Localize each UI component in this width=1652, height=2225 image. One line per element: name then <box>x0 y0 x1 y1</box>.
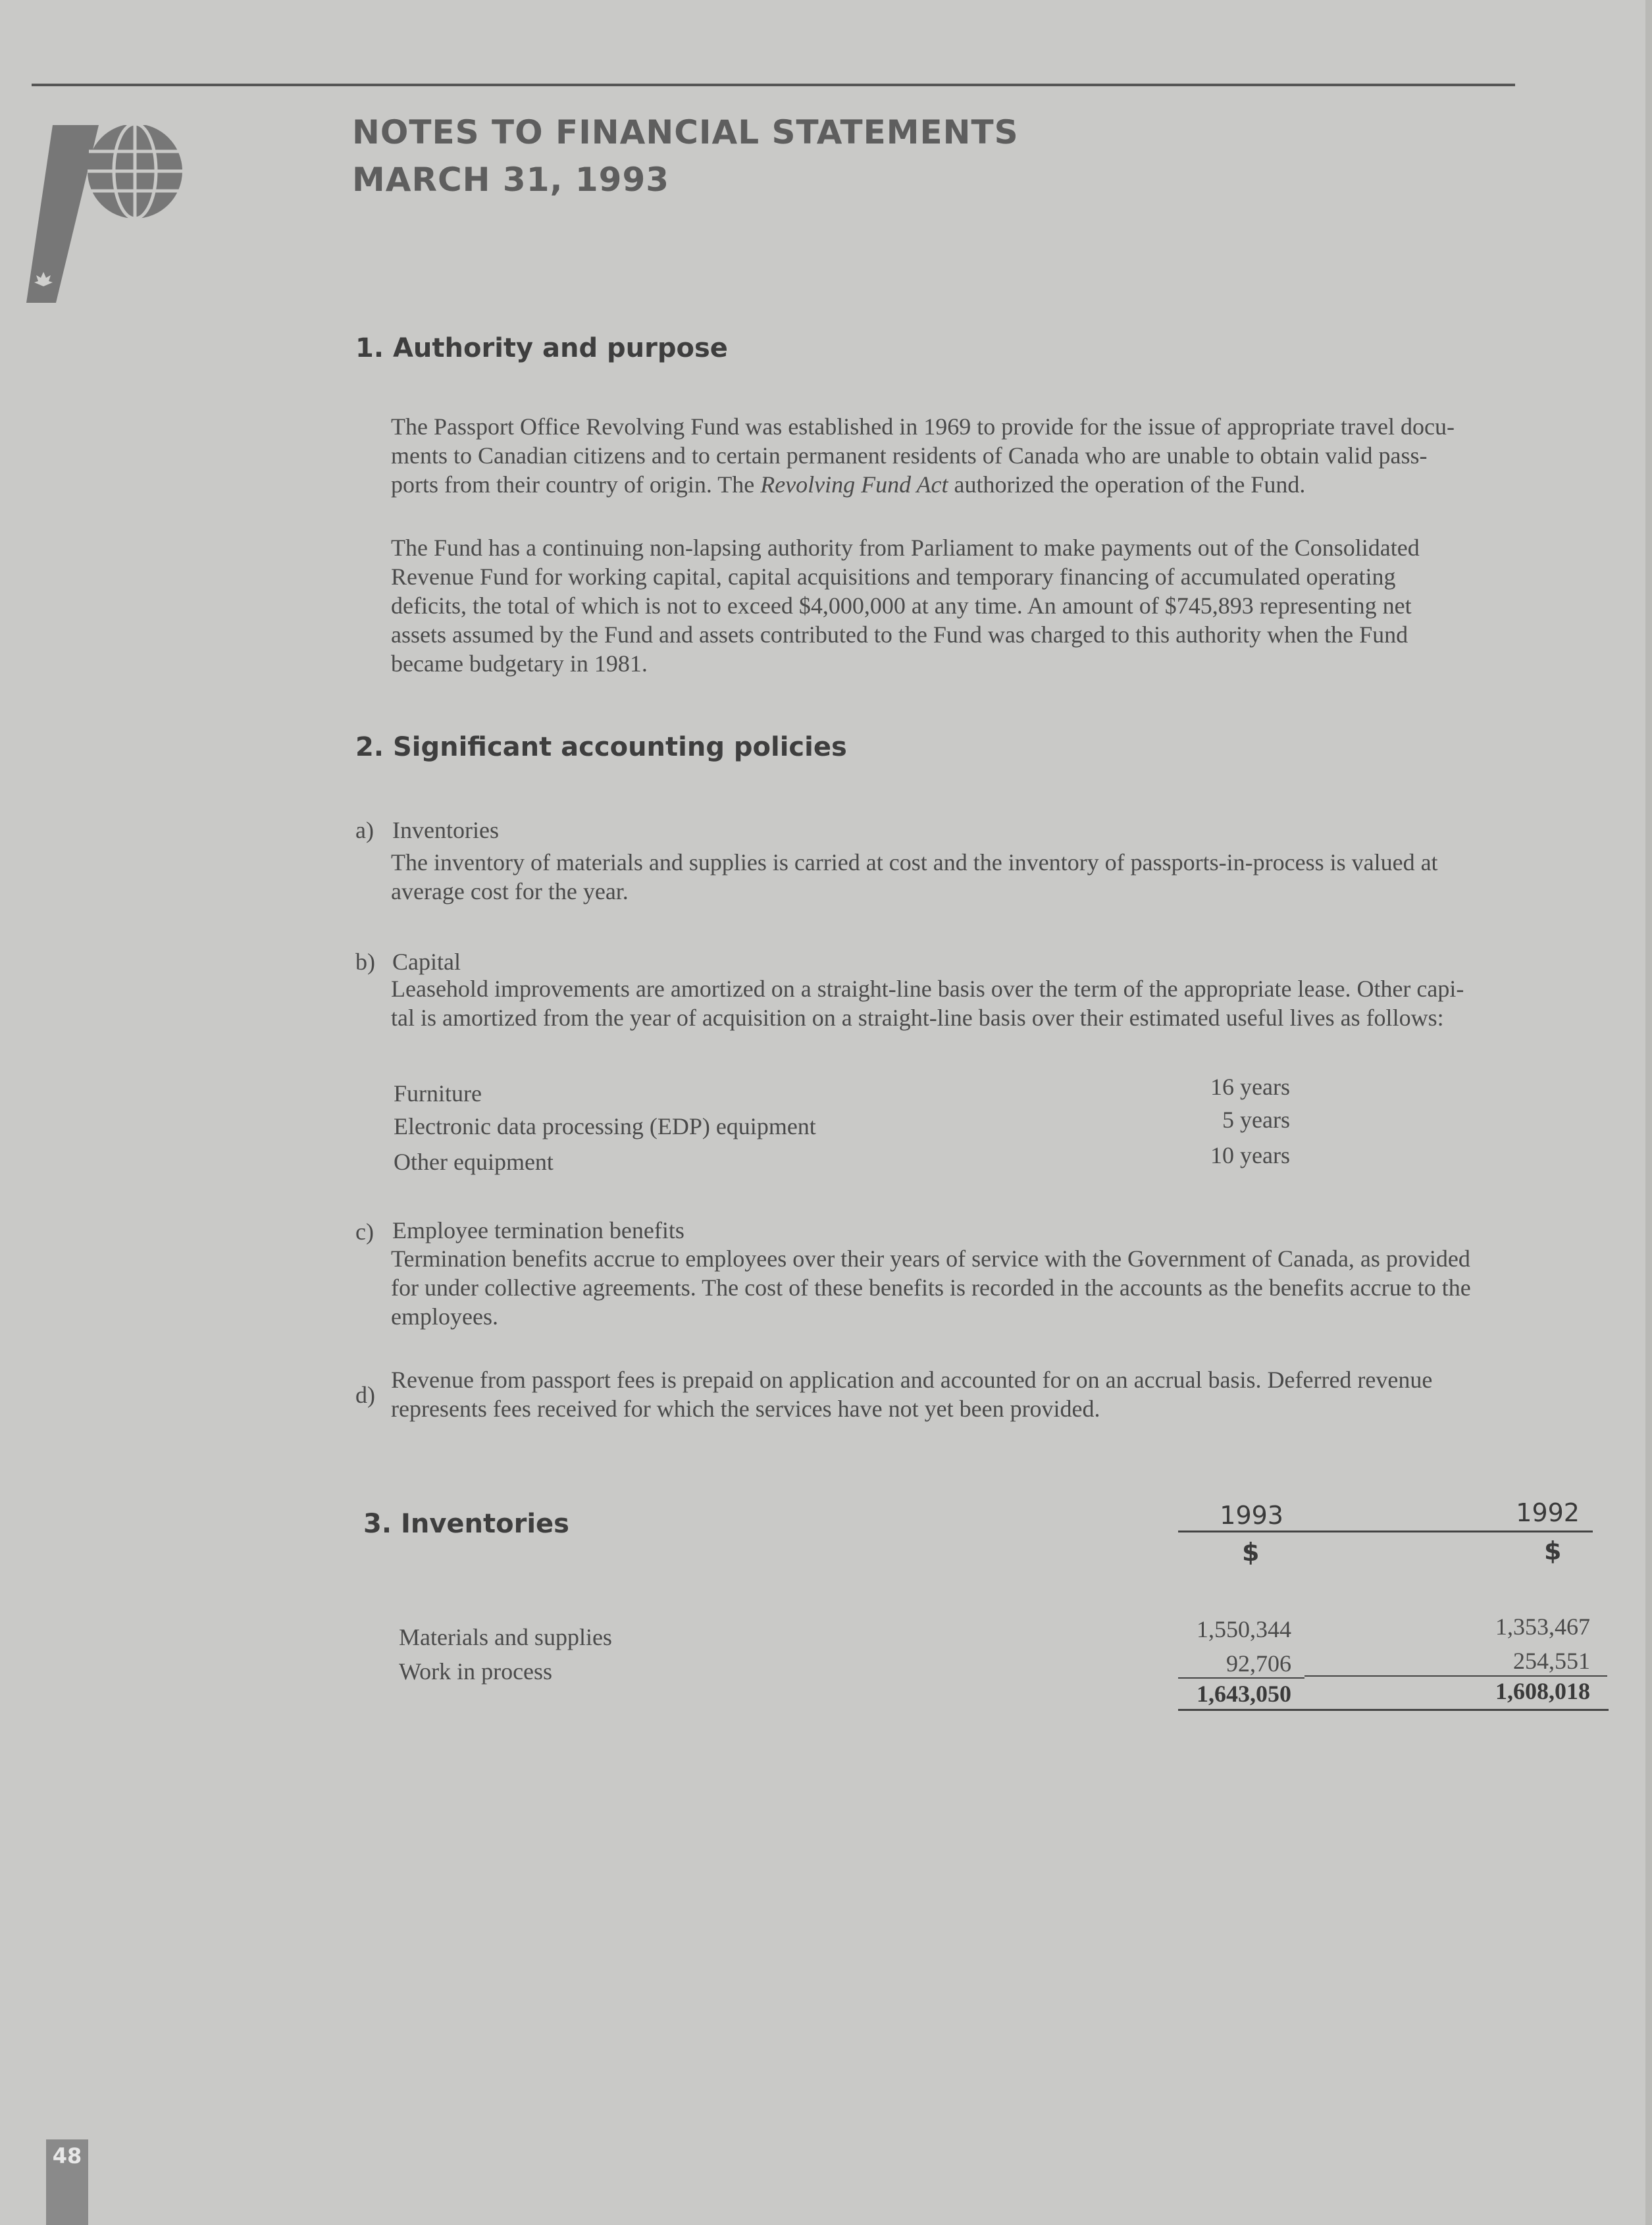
item-c-title: Employee termination benefits <box>392 1217 684 1243</box>
inventory-row-label-wip: Work in process <box>399 1658 553 1685</box>
item-a-title: Inventories <box>392 817 499 843</box>
item-d-label: d) <box>355 1382 375 1408</box>
inventory-total-1993: 1,643,050 <box>1197 1681 1291 1707</box>
column-header-1992: 1992 <box>1516 1498 1580 1527</box>
life-item-other: Other equipment <box>394 1149 554 1175</box>
total-rule <box>1178 1709 1609 1711</box>
inventory-total-1992: 1,608,018 <box>1495 1678 1590 1704</box>
life-years-furniture: 16 years <box>1210 1074 1290 1100</box>
life-years-edp: 5 years <box>1222 1107 1290 1133</box>
item-b-label: b) <box>355 949 375 975</box>
header-rule <box>1178 1531 1593 1532</box>
item-a-label: a) <box>355 817 374 843</box>
document-date: MARCH 31, 1993 <box>352 161 670 199</box>
life-item-edp: Electronic data processing (EDP) equipment <box>394 1113 816 1139</box>
item-c-text: Termination benefits accrue to employees over their years of service with the Government of Canada, as provided for under collective agreements. The cost of these benefits is recorded in the accounts as the benefits accrue to the employees. <box>391 1245 1471 1330</box>
subtotal-rule-1993 <box>1178 1677 1304 1679</box>
top-rule <box>32 84 1515 86</box>
inventory-1993-materials: 1,550,344 <box>1197 1616 1291 1642</box>
page-number: 48 <box>46 2139 88 2225</box>
column-header-1993: 1993 <box>1220 1501 1283 1530</box>
section-2-heading: 2. Significant accounting policies <box>355 732 847 762</box>
passport-p-globe-logo <box>26 125 191 303</box>
item-c-label: c) <box>355 1218 374 1245</box>
document-title: NOTES TO FINANCIAL STATEMENTS <box>352 113 1019 151</box>
life-years-other: 10 years <box>1210 1142 1290 1168</box>
item-d-text: Revenue from passport fees is prepaid on application and accounted for on an accrual basis. Deferred revenue represents fees received for which the services have not yet been provided. <box>391 1367 1433 1422</box>
section-1-paragraph-1: The Passport Office Revolving Fund was established in 1969 to provide for the issue of appropriate travel docu- ments to Canadian citizens and to certain permanent residents of Canada who are unable to obtain valid pass- ports from their country of origin. The Revolving Fund Act authorized the operation of the Fund. <box>391 413 1455 498</box>
page-edge-shadow <box>1645 0 1652 2225</box>
item-b-text: Leasehold improvements are amortized on a straight-line basis over the term of the appropriate lease. Other capi- tal is amortized from the year of acquisition on a straight-line basis over their estimated useful lives as follows: <box>391 976 1464 1031</box>
inventory-1992-wip: 254,551 <box>1513 1648 1590 1674</box>
section-1-heading: 1. Authority and purpose <box>355 333 728 363</box>
life-item-furniture: Furniture <box>394 1080 482 1107</box>
subtotal-rule-1992 <box>1304 1675 1607 1677</box>
inventory-row-label-materials: Materials and supplies <box>399 1624 612 1650</box>
section-3-heading: 3. Inventories <box>363 1509 569 1539</box>
item-a-text: The inventory of materials and supplies is carried at cost and the inventory of passports-in-process is valued at average cost for the year. <box>391 849 1438 904</box>
inventory-1992-materials: 1,353,467 <box>1495 1613 1590 1640</box>
currency-1992: $ <box>1544 1536 1562 1565</box>
currency-1993: $ <box>1242 1538 1260 1567</box>
item-b-title: Capital <box>392 949 461 975</box>
section-1-paragraph-2: The Fund has a continuing non-lapsing authority from Parliament to make payments out of the Consolidated Revenue Fund for working capital, capital acquisitions and temporary financing of accumulated operating deficits, the total of which is not to exceed $4,000,000 at any time. An amount of $745,893 representing net assets assumed by the Fund and assets contributed to the Fund was charged to this authority when the Fund became budgetary in 1981. <box>391 535 1420 677</box>
inventory-1993-wip: 92,706 <box>1226 1650 1291 1677</box>
